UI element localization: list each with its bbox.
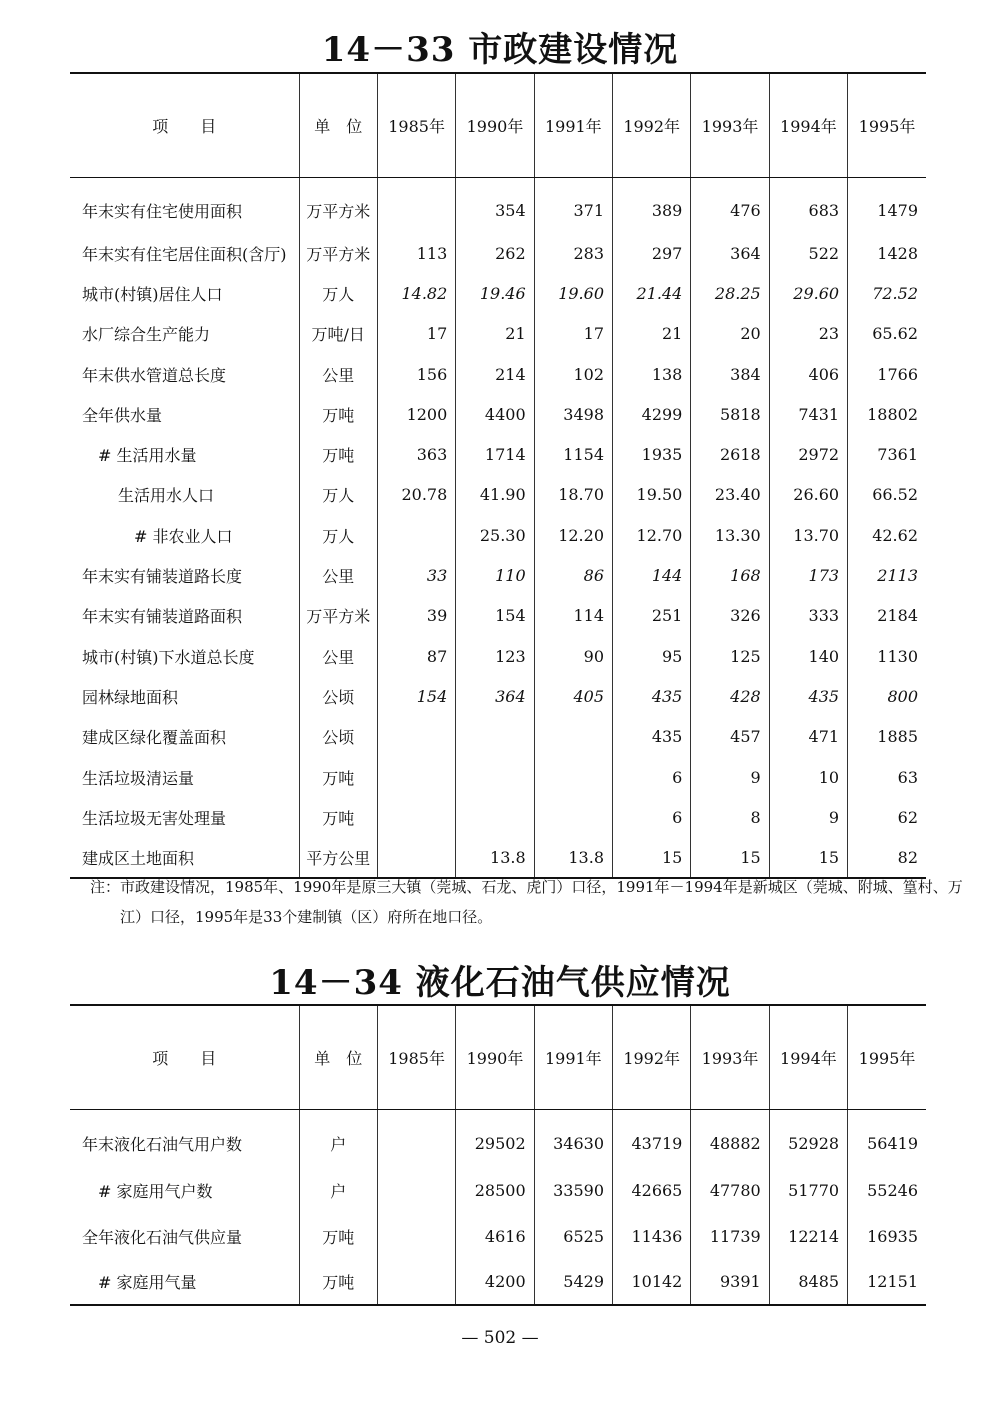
- value-cell: [534, 757, 612, 797]
- value-cell: 5818: [691, 394, 769, 434]
- value-cell: 471: [769, 717, 847, 757]
- row-label: 生活垃圾清运量: [82, 768, 195, 788]
- value-cell: 56419: [848, 1109, 926, 1167]
- value-cell: 47780: [691, 1167, 769, 1213]
- table-row: [70, 177, 926, 233]
- value-cell: 11436: [613, 1213, 691, 1259]
- value-cell: [534, 717, 612, 757]
- value-cell: [456, 717, 534, 757]
- row-label: 生活用水人口: [118, 486, 215, 506]
- value-cell: 52928: [769, 1109, 847, 1167]
- value-cell: 123: [456, 636, 534, 676]
- value-cell: 2618: [691, 434, 769, 474]
- row-unit: 公里: [299, 354, 377, 394]
- value-cell: 12.20: [534, 515, 612, 555]
- table-row: [70, 273, 926, 313]
- table1-title: 14－33 市政建设情况: [321, 30, 679, 70]
- row-unit: 万人: [299, 515, 377, 555]
- page-number: — 502 —: [461, 1328, 539, 1348]
- value-cell: 17: [377, 314, 455, 354]
- value-cell: 4299: [613, 394, 691, 434]
- value-cell: 154: [456, 596, 534, 636]
- header-year: 1991年: [534, 73, 612, 177]
- value-cell: 173: [769, 555, 847, 595]
- value-cell: 20: [691, 314, 769, 354]
- table2-title: 14－34 液化石油气供应情况: [269, 963, 731, 1003]
- row-label: 建成区绿化覆盖面积: [82, 728, 227, 748]
- value-cell: [377, 177, 455, 233]
- value-cell: [377, 717, 455, 757]
- value-cell: 15: [691, 837, 769, 877]
- header-year: 1995年: [848, 1005, 926, 1109]
- value-cell: 406: [769, 354, 847, 394]
- row-label: 城市(村镇)下水道总长度: [82, 647, 255, 667]
- header-year: 1990年: [456, 73, 534, 177]
- value-cell: 10142: [613, 1259, 691, 1305]
- row-unit: 万吨: [299, 1213, 377, 1259]
- value-cell: 168: [691, 555, 769, 595]
- row-unit: 公里: [299, 555, 377, 595]
- value-cell: 262: [456, 233, 534, 273]
- value-cell: 41.90: [456, 475, 534, 515]
- value-cell: 34630: [534, 1109, 612, 1167]
- value-cell: 82: [848, 837, 926, 877]
- value-cell: 5429: [534, 1259, 612, 1305]
- table-row: [70, 1259, 926, 1305]
- header-year: 1992年: [613, 1005, 691, 1109]
- table-row: [70, 434, 926, 474]
- value-cell: [377, 1167, 455, 1213]
- row-unit: 户: [299, 1167, 377, 1213]
- value-cell: 1714: [456, 434, 534, 474]
- row-unit: 公里: [299, 636, 377, 676]
- value-cell: 20.78: [377, 475, 455, 515]
- row-label: 年末液化石油气用户数: [82, 1134, 243, 1154]
- value-cell: 354: [456, 177, 534, 233]
- row-label: 年末实有铺装道路长度: [82, 567, 243, 587]
- value-cell: 15: [613, 837, 691, 877]
- value-cell: 4616: [456, 1213, 534, 1259]
- row-unit: 万吨: [299, 394, 377, 434]
- value-cell: 333: [769, 596, 847, 636]
- row-unit: 万吨: [299, 1259, 377, 1305]
- value-cell: 125: [691, 636, 769, 676]
- value-cell: 214: [456, 354, 534, 394]
- row-label: 全年供水量: [82, 405, 163, 425]
- value-cell: 13.8: [534, 837, 612, 877]
- row-label: # 家庭用气户数: [98, 1181, 213, 1201]
- header-year: 1994年: [769, 1005, 847, 1109]
- value-cell: 55246: [848, 1167, 926, 1213]
- value-cell: 156: [377, 354, 455, 394]
- row-label: # 非农业人口: [134, 526, 233, 546]
- table-row: [70, 1213, 926, 1259]
- value-cell: 28.25: [691, 273, 769, 313]
- value-cell: 683: [769, 177, 847, 233]
- table-row: [70, 515, 926, 555]
- value-cell: 800: [848, 676, 926, 716]
- table-header-row: [70, 1005, 926, 1109]
- header-year: 1990年: [456, 1005, 534, 1109]
- header-year: 1991年: [534, 1005, 612, 1109]
- value-cell: 23.40: [691, 475, 769, 515]
- value-cell: 28500: [456, 1167, 534, 1213]
- value-cell: 7431: [769, 394, 847, 434]
- value-cell: 363: [377, 434, 455, 474]
- value-cell: 87: [377, 636, 455, 676]
- header-unit: 单 位: [299, 73, 377, 177]
- table-row: [70, 596, 926, 636]
- value-cell: 25.30: [456, 515, 534, 555]
- value-cell: 12.70: [613, 515, 691, 555]
- row-unit: 万人: [299, 475, 377, 515]
- value-cell: 2972: [769, 434, 847, 474]
- value-cell: 48882: [691, 1109, 769, 1167]
- value-cell: 6: [613, 797, 691, 837]
- value-cell: 1428: [848, 233, 926, 273]
- value-cell: 9391: [691, 1259, 769, 1305]
- value-cell: 3498: [534, 394, 612, 434]
- value-cell: 1479: [848, 177, 926, 233]
- value-cell: 19.46: [456, 273, 534, 313]
- header-item: 项 目: [70, 73, 299, 177]
- value-cell: 86: [534, 555, 612, 595]
- value-cell: 39: [377, 596, 455, 636]
- value-cell: 10: [769, 757, 847, 797]
- value-cell: 95: [613, 636, 691, 676]
- value-cell: [377, 1213, 455, 1259]
- value-cell: [377, 1109, 455, 1167]
- row-unit: 万吨: [299, 797, 377, 837]
- value-cell: [377, 757, 455, 797]
- value-cell: 33: [377, 555, 455, 595]
- value-cell: 11739: [691, 1213, 769, 1259]
- value-cell: 2184: [848, 596, 926, 636]
- value-cell: 65.62: [848, 314, 926, 354]
- value-cell: 21: [456, 314, 534, 354]
- value-cell: 1766: [848, 354, 926, 394]
- value-cell: 12214: [769, 1213, 847, 1259]
- value-cell: 114: [534, 596, 612, 636]
- value-cell: 13.8: [456, 837, 534, 877]
- value-cell: 364: [456, 676, 534, 716]
- value-cell: 1885: [848, 717, 926, 757]
- value-cell: 42665: [613, 1167, 691, 1213]
- value-cell: 62: [848, 797, 926, 837]
- value-cell: 297: [613, 233, 691, 273]
- row-unit: 公顷: [299, 717, 377, 757]
- value-cell: 26.60: [769, 475, 847, 515]
- value-cell: 4200: [456, 1259, 534, 1305]
- value-cell: 51770: [769, 1167, 847, 1213]
- value-cell: 283: [534, 233, 612, 273]
- row-unit: 万吨/日: [299, 314, 377, 354]
- row-unit: 万吨: [299, 434, 377, 474]
- value-cell: 435: [613, 717, 691, 757]
- header-year: 1994年: [769, 73, 847, 177]
- value-cell: 12151: [848, 1259, 926, 1305]
- value-cell: 72.52: [848, 273, 926, 313]
- table-row: [70, 676, 926, 716]
- value-cell: 29.60: [769, 273, 847, 313]
- value-cell: 19.60: [534, 273, 612, 313]
- value-cell: 4400: [456, 394, 534, 434]
- header-year: 1985年: [377, 73, 455, 177]
- table-row: [70, 314, 926, 354]
- value-cell: 8485: [769, 1259, 847, 1305]
- value-cell: 110: [456, 555, 534, 595]
- value-cell: 1935: [613, 434, 691, 474]
- value-cell: 1200: [377, 394, 455, 434]
- value-cell: 9: [769, 797, 847, 837]
- table-row: [70, 354, 926, 394]
- row-label: 年末实有住宅使用面积: [82, 201, 243, 221]
- value-cell: 371: [534, 177, 612, 233]
- value-cell: [534, 797, 612, 837]
- municipal-construction-table: [70, 72, 926, 879]
- value-cell: 13.30: [691, 515, 769, 555]
- value-cell: 251: [613, 596, 691, 636]
- value-cell: [456, 797, 534, 837]
- value-cell: 2113: [848, 555, 926, 595]
- table-row: [70, 475, 926, 515]
- value-cell: 154: [377, 676, 455, 716]
- table1-footnote: 注：市政建设情况，1985年、1990年是原三大镇（莞城、石龙、虎门）口径，1991年－1994年是新城区（莞城、附城、篁村、万江）口径，1995年是33个建制镇（区）府所在地口径。: [90, 878, 963, 926]
- value-cell: 405: [534, 676, 612, 716]
- table-row: [70, 1167, 926, 1213]
- value-cell: [377, 1259, 455, 1305]
- row-unit: 户: [299, 1109, 377, 1167]
- value-cell: 1130: [848, 636, 926, 676]
- table-row: [70, 797, 926, 837]
- row-label: # 生活用水量: [98, 446, 197, 466]
- lpg-supply-table: [70, 1004, 926, 1306]
- row-label: # 家庭用气量: [70, 1259, 299, 1305]
- value-cell: 1154: [534, 434, 612, 474]
- value-cell: 43719: [613, 1109, 691, 1167]
- row-unit: 万吨: [299, 757, 377, 797]
- row-label: 生活垃圾无害处理量: [82, 808, 227, 828]
- header-year: 1992年: [613, 73, 691, 177]
- value-cell: [456, 757, 534, 797]
- value-cell: 90: [534, 636, 612, 676]
- value-cell: 476: [691, 177, 769, 233]
- row-unit: 万平方米: [299, 233, 377, 273]
- value-cell: 435: [613, 676, 691, 716]
- value-cell: 389: [613, 177, 691, 233]
- value-cell: 8: [691, 797, 769, 837]
- header-year: 1993年: [691, 1005, 769, 1109]
- table-row: [70, 555, 926, 595]
- value-cell: 102: [534, 354, 612, 394]
- table-row: [70, 233, 926, 273]
- row-label: 园林绿地面积: [82, 687, 179, 707]
- value-cell: 435: [769, 676, 847, 716]
- row-unit: 万平方米: [299, 596, 377, 636]
- value-cell: 113: [377, 233, 455, 273]
- row-label: 年末实有铺装道路面积: [82, 607, 243, 627]
- value-cell: 428: [691, 676, 769, 716]
- value-cell: [377, 797, 455, 837]
- value-cell: 364: [691, 233, 769, 273]
- value-cell: 21: [613, 314, 691, 354]
- value-cell: 63: [848, 757, 926, 797]
- row-label: 水厂综合生产能力: [82, 325, 211, 345]
- row-unit: 平方公里: [299, 837, 377, 877]
- value-cell: 6525: [534, 1213, 612, 1259]
- value-cell: 66.52: [848, 475, 926, 515]
- value-cell: 384: [691, 354, 769, 394]
- row-unit: 公顷: [299, 676, 377, 716]
- value-cell: 19.50: [613, 475, 691, 515]
- value-cell: 138: [613, 354, 691, 394]
- value-cell: 21.44: [613, 273, 691, 313]
- table-header-row: [70, 73, 926, 177]
- table-row: [70, 394, 926, 434]
- value-cell: 140: [769, 636, 847, 676]
- value-cell: 9: [691, 757, 769, 797]
- value-cell: 522: [769, 233, 847, 273]
- value-cell: 14.82: [377, 273, 455, 313]
- row-label: 城市(村镇)居住人口: [82, 284, 223, 304]
- value-cell: 18.70: [534, 475, 612, 515]
- row-unit: 万平方米: [299, 177, 377, 233]
- header-item: 项 目: [70, 1005, 299, 1109]
- header-year: 1995年: [848, 73, 926, 177]
- table-row: [70, 717, 926, 757]
- value-cell: 6: [613, 757, 691, 797]
- table-row: [70, 1109, 926, 1167]
- value-cell: 16935: [848, 1213, 926, 1259]
- value-cell: 13.70: [769, 515, 847, 555]
- value-cell: [377, 515, 455, 555]
- value-cell: 7361: [848, 434, 926, 474]
- header-unit: 单 位: [299, 1005, 377, 1109]
- header-year: 1985年: [377, 1005, 455, 1109]
- table-row: [70, 636, 926, 676]
- value-cell: 23: [769, 314, 847, 354]
- value-cell: 29502: [456, 1109, 534, 1167]
- row-label: 全年液化石油气供应量: [82, 1227, 243, 1247]
- value-cell: 18802: [848, 394, 926, 434]
- row-label: 年末供水管道总长度: [82, 365, 227, 385]
- table-row: [70, 757, 926, 797]
- value-cell: 144: [613, 555, 691, 595]
- row-label: 建成区土地面积: [70, 837, 299, 877]
- value-cell: 457: [691, 717, 769, 757]
- value-cell: 42.62: [848, 515, 926, 555]
- row-label: 年末实有住宅居住面积(含厅): [82, 244, 287, 264]
- value-cell: 33590: [534, 1167, 612, 1213]
- row-unit: 万人: [299, 273, 377, 313]
- header-year: 1993年: [691, 73, 769, 177]
- value-cell: 15: [769, 837, 847, 877]
- value-cell: 326: [691, 596, 769, 636]
- value-cell: 17: [534, 314, 612, 354]
